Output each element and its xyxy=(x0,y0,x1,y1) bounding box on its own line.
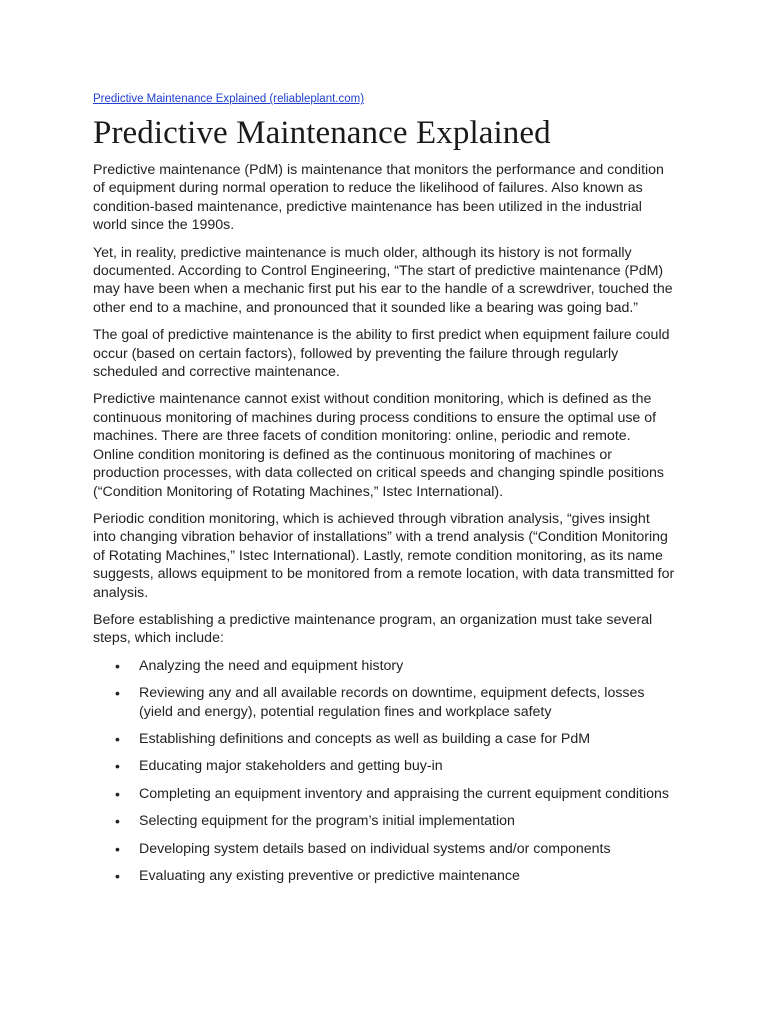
list-item xyxy=(93,840,675,858)
bullet-icon: • xyxy=(115,730,120,747)
bullet-icon: • xyxy=(115,758,120,775)
paragraph-goal: The goal of predictive maintenance is the ability to first predict when equipment failure could occur (based on certain factors), followed by preventing the failure through regularly scheduled and corrective maintenance. xyxy=(93,327,670,381)
list-item-text: Establishing definitions and concepts as well as building a case for PdM xyxy=(139,730,591,747)
bullet-icon: • xyxy=(115,685,120,702)
list-item-text: Completing an equipment inventory and appraising the current equipment conditions xyxy=(139,785,669,802)
list-item-text: Evaluating any existing preventive or predictive maintenance xyxy=(139,868,520,884)
bullet-icon: • xyxy=(115,868,120,884)
bullet-icon: • xyxy=(115,840,120,857)
list-item xyxy=(93,785,675,803)
bullet-icon: • xyxy=(115,785,120,802)
list-item xyxy=(93,867,675,885)
list-item xyxy=(93,812,675,830)
bullet-icon: • xyxy=(115,657,120,674)
list-item xyxy=(93,684,675,721)
list-item-text: Reviewing any and all available records on downtime, equipment defects, losses (yield and energy), potential regulation fines and workplace safety xyxy=(139,685,645,720)
paragraph-history: Yet, in reality, predictive maintenance is much older, although its history is not formally documented. According to Control Engineering, “The start of predictive maintenance (PdM) may have been when a mechanic first put his ear to the handle of a screwdriver, touched the other end to a machine, and pronounced that it sounded like a bearing was going bad.” xyxy=(93,244,673,316)
list-item-text: Developing system details based on individual systems and/or components xyxy=(139,840,611,857)
list-item xyxy=(93,657,675,675)
bullet-icon: • xyxy=(115,813,120,830)
paragraph-steps-intro: Before establishing a predictive maintenance program, an organization must take several steps, which include: xyxy=(93,611,653,647)
list-item-text: Educating major stakeholders and getting buy-in xyxy=(139,758,443,775)
steps-list xyxy=(93,657,675,886)
paragraph-intro: Predictive maintenance (PdM) is maintenance that monitors the performance and condition of equipment during normal operation to reduce the likelihood of failures. Also known as condition-based maintenance, predictive maintenance has been utilized in the industrial world since the 1990s. xyxy=(93,162,664,234)
list-item xyxy=(93,730,675,748)
list-item xyxy=(93,757,675,775)
source-link[interactable]: Predictive Maintenance Explained (reliableplant.com) xyxy=(93,93,365,105)
paragraph-periodic-monitoring: Periodic condition monitoring, which is achieved through vibration analysis, “gives insight into changing vibration behavior of installations” with a trend analysis (“Condition Monitoring of Rotating Machines,” Istec International). Lastly, remote condition monitoring, as its name suggests, allows equipment to be monitored from a remote location, with data transmitted for analysis. xyxy=(93,510,675,601)
document-page xyxy=(93,92,675,894)
list-item-text: Analyzing the need and equipment history xyxy=(139,657,404,674)
paragraph-condition-monitoring: Predictive maintenance cannot exist without condition monitoring, which is defined as the continuous monitoring of machines during process conditions to ensure the optimal use of machines. There are three facets of condition monitoring: online, periodic and remote. Online condition monitoring is defined as the continuous monitoring of machines or production processes, with data collected on critical speeds and changing spindle positions (“Condition Monitoring of Rotating Machines,” Istec International). xyxy=(93,391,664,500)
list-item-text: Selecting equipment for the program’s initial implementation xyxy=(139,813,515,830)
page-title: Predictive Maintenance Explained xyxy=(93,115,551,151)
